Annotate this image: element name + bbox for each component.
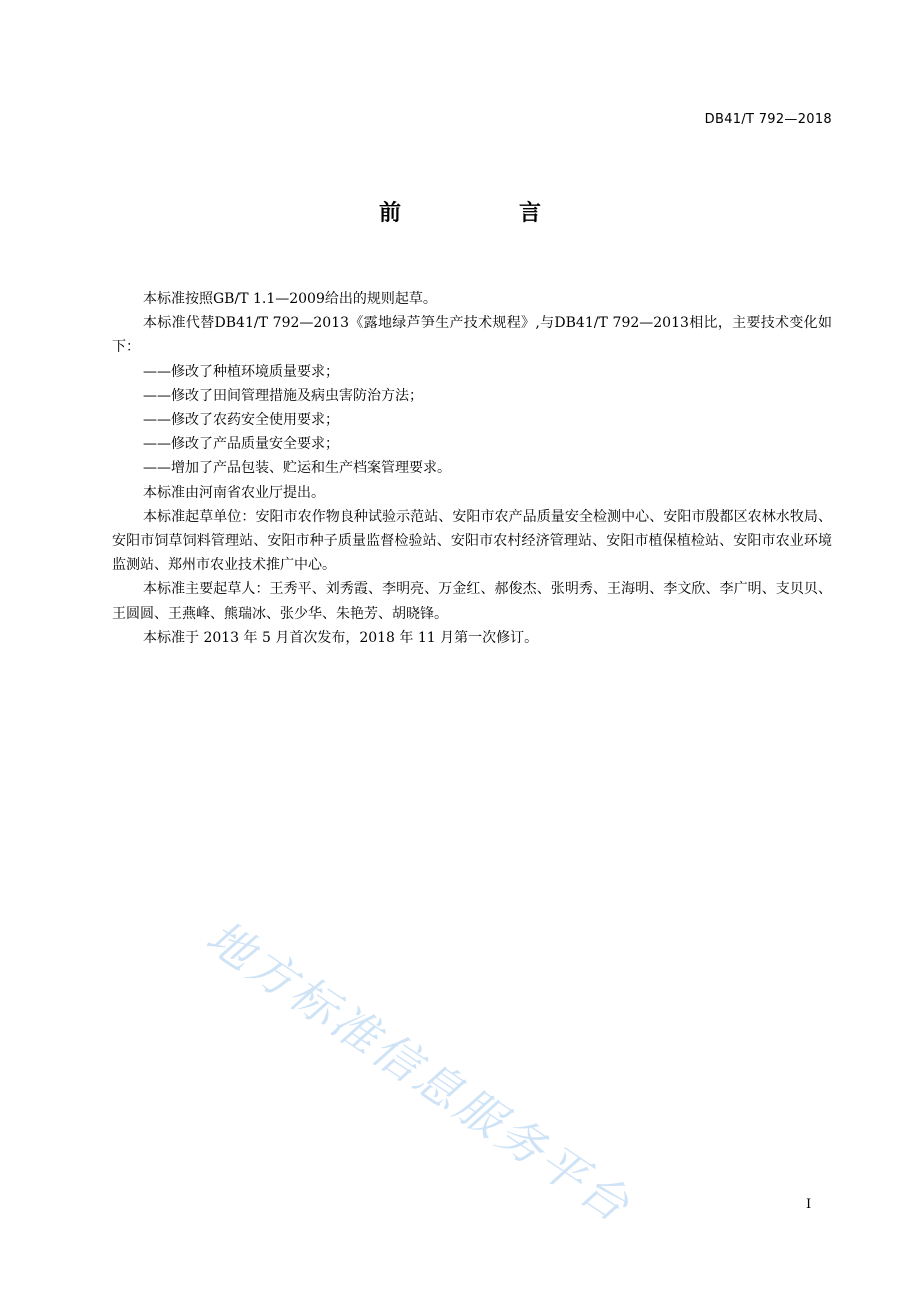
watermark: 地方标准信息服务平台 bbox=[196, 909, 642, 1234]
change-item-packaging: ——增加了产品包装、贮运和生产档案管理要求。 bbox=[143, 460, 451, 477]
page-number: I bbox=[806, 1197, 812, 1212]
paragraph-publication-history: 本标准于 2013 年 5 月首次发布，2018 年 11 月第一次修订。 bbox=[143, 629, 539, 646]
change-item-pesticide: ——修改了农药安全使用要求； bbox=[143, 412, 339, 429]
paragraph-replacement: 本标准代替DB41/T 792—2013《露地绿芦笋生产技术规程》,与DB41/T 792—2013相比，主要技术变化如下： bbox=[112, 315, 832, 356]
paragraph-drafters: 本标准主要起草人：王秀平、刘秀霞、李明亮、万金红、郝俊杰、张明秀、王海明、李文欣、李广明、支贝贝、王圆圆、王燕峰、熊瑞冰、张少华、朱艳芳、胡晓锋。 bbox=[112, 581, 832, 622]
change-item-quality: ——修改了产品质量安全要求； bbox=[143, 436, 339, 453]
standard-code: DB41/T 792—2018 bbox=[704, 112, 832, 127]
change-item-field-management: ——修改了田间管理措施及病虫害防治方法； bbox=[143, 387, 423, 404]
paragraph-proposer: 本标准由河南省农业厅提出。 bbox=[143, 484, 325, 501]
change-item-environment: ——修改了种植环境质量要求； bbox=[143, 363, 339, 380]
foreword-body bbox=[112, 287, 832, 650]
paragraph-drafting-units: 本标准起草单位：安阳市农作物良种试验示范站、安阳市农产品质量安全检测中心、安阳市殷都区农林水牧局、安阳市饲草饲料管理站、安阳市种子质量监督检验站、安阳市农村经济管理站、安阳市植保植检站、安阳市农业环境监测站、郑州市农业技术推广中心。 bbox=[112, 508, 832, 574]
paragraph-drafting-rules: 本标准按照GB/T 1.1—2009给出的规则起草。 bbox=[143, 291, 437, 307]
page-title: 前 言 bbox=[378, 201, 589, 226]
